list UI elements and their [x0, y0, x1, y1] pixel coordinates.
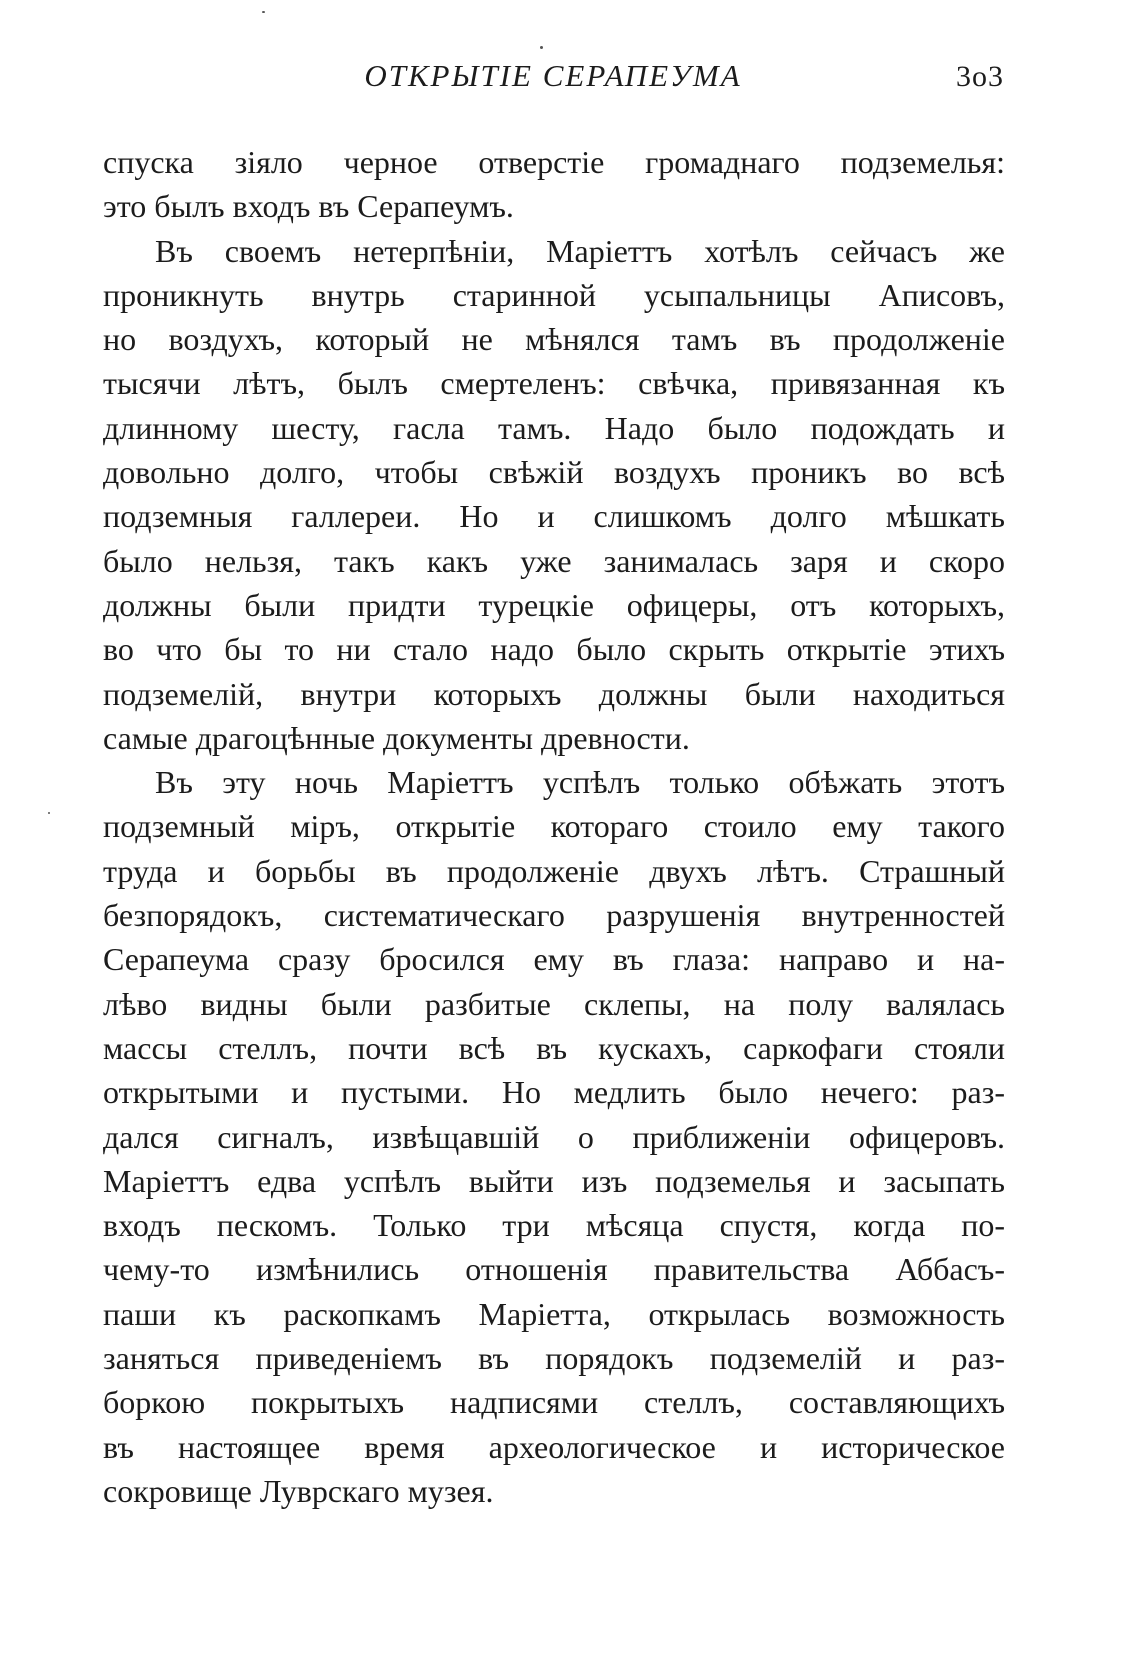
text-line: лѣво видны были разбитые склепы, на полу валялась — [103, 985, 1005, 1022]
running-head: ОТКРЫТІЕ СЕРАПЕУМА — [364, 58, 742, 93]
text-line: боркою покрытыхъ надписями стеллъ, составляющихъ — [103, 1384, 1005, 1421]
text-line: подземный міръ, открытіе котораго стоило ему такого — [103, 808, 1005, 845]
body-text — [103, 140, 1005, 1513]
text-line: паши къ раскопкамъ Маріетта, открылась возможность — [103, 1295, 1005, 1332]
text-line: Въ своемъ нетерпѣніи, Маріеттъ хотѣлъ сейчасъ же — [155, 232, 1005, 269]
paper-speck — [540, 46, 543, 49]
text-line: безпорядокъ, систематическаго разрушенія внутренностей — [103, 897, 1005, 934]
text-line: но воздухъ, который не мѣнялся тамъ въ продолженіе — [103, 321, 1005, 358]
text-line: подземелій, внутри которыхъ должны были находиться — [103, 675, 1005, 712]
text-line: самые драгоцѣнные документы древности. — [103, 719, 690, 756]
text-line: довольно долго, чтобы свѣжій воздухъ проникъ во всѣ — [103, 454, 1005, 491]
text-line: спуска зіяло черное отверстіе громаднаго подземелья: — [103, 144, 1005, 180]
text-line: было нельзя, такъ какъ уже занималась заря и скоро — [103, 542, 1005, 579]
text-line: открытыми и пустыми. Но медлить было нечего: раз- — [103, 1074, 1005, 1111]
text-line: дался сигналъ, извѣщавшій о приближеніи офицеровъ. — [103, 1118, 1005, 1155]
page-number: 3о3 — [956, 60, 1004, 93]
text-line: должны были придти турецкіе офицеры, отъ которыхъ, — [103, 586, 1005, 623]
text-line: чему-то измѣнились отношенія правительства Аббасъ- — [103, 1251, 1005, 1288]
page-header — [102, 58, 1004, 108]
paper-speck — [262, 11, 265, 13]
text-line: сокровище Луврскаго музея. — [103, 1472, 494, 1509]
text-line: во что бы то ни стало надо было скрыть открытіе этихъ — [103, 631, 1005, 668]
text-line: въ настоящее время археологическое и историческое — [103, 1428, 1005, 1465]
text-line: проникнуть внутрь старинной усыпальницы Аписовъ, — [103, 276, 1005, 313]
text-line: труда и борьбы въ продолженіе двухъ лѣтъ. Страшный — [103, 852, 1005, 889]
paper-speck — [48, 812, 50, 814]
text-line: Маріеттъ едва успѣлъ выйти изъ подземелья и засыпать — [103, 1162, 1005, 1199]
text-line: массы стеллъ, почти всѣ въ кускахъ, саркофаги стояли — [103, 1029, 1005, 1066]
text-line: тысячи лѣтъ, былъ смертеленъ: свѣчка, привязанная къ — [103, 365, 1005, 402]
text-line: Серапеума сразу бросился ему въ глаза: направо и на- — [103, 941, 1005, 978]
text-line: Въ эту ночь Маріеттъ успѣлъ только обѣжать этотъ — [155, 764, 1005, 801]
text-line: это былъ входъ въ Серапеумъ. — [103, 188, 514, 225]
text-line: входъ пескомъ. Только три мѣсяца спустя, когда по- — [103, 1207, 1005, 1244]
text-line: подземныя галлереи. Но и слишкомъ долго мѣшкать — [103, 498, 1005, 535]
text-line: длинному шесту, гасла тамъ. Надо было подождать и — [103, 409, 1005, 446]
text-line: заняться приведеніемъ въ порядокъ подземелій и раз- — [103, 1340, 1005, 1377]
